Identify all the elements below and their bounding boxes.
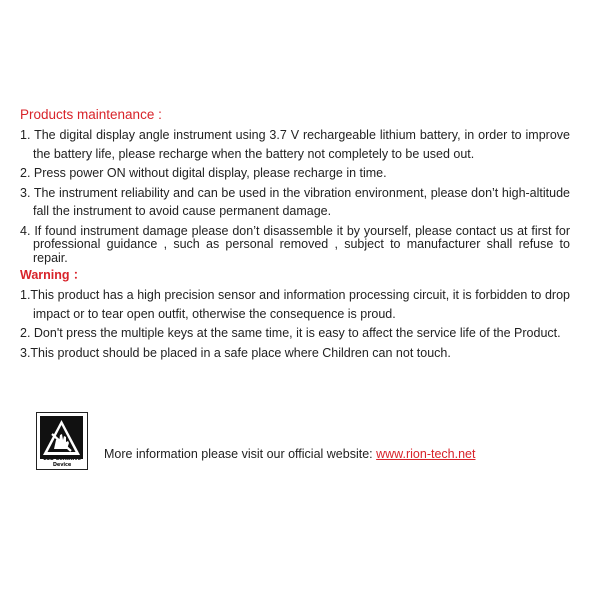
- warning-title: Warning ：: [20, 268, 86, 282]
- maintenance-document: [20, 107, 570, 362]
- esd-hand-triangle-icon: [40, 416, 83, 459]
- info-line: [104, 447, 475, 461]
- info-text: More information please visit our official website:: [104, 447, 377, 461]
- warning-item-2: 2. Don't press the multiple keys at the same time, it is easy to affect the service life of the Product.: [20, 326, 561, 340]
- warning-item-3: 3.This product should be placed in a safe place where Children can not touch.: [20, 345, 451, 360]
- warning-item-1: 1.This product has a high precision sensor and information processing circuit, it is forbidden to drop impact or to tear open outfit, otherwise the consequence is proud.: [20, 288, 570, 321]
- maintenance-item-2: 2. Press power ON without digital display, please recharge in time.: [20, 166, 387, 180]
- maintenance-title: Products maintenance :: [20, 107, 162, 122]
- esd-caption: ESD Sensitive Device: [43, 456, 81, 468]
- website-link[interactable]: www.rion-tech.net: [376, 447, 476, 461]
- esd-logo: [36, 412, 88, 470]
- footer: [36, 412, 576, 474]
- maintenance-item-3: 3. The instrument reliability and can be used in the vibration environment, please don’t high-altitude fall the instrument to avoid cause permanent damage.: [20, 185, 570, 218]
- maintenance-item-4: 4. If found instrument damage please don’t disassemble it by yourself, please contact us at first for professional guidance , such as personal removed , subject to manufacturer shall refuse to repair.: [20, 223, 570, 265]
- maintenance-item-1: 1. The digital display angle instrument using 3.7 V rechargeable lithium battery, in order to improve the battery life, please recharge when the battery not completely to be used out.: [20, 128, 570, 161]
